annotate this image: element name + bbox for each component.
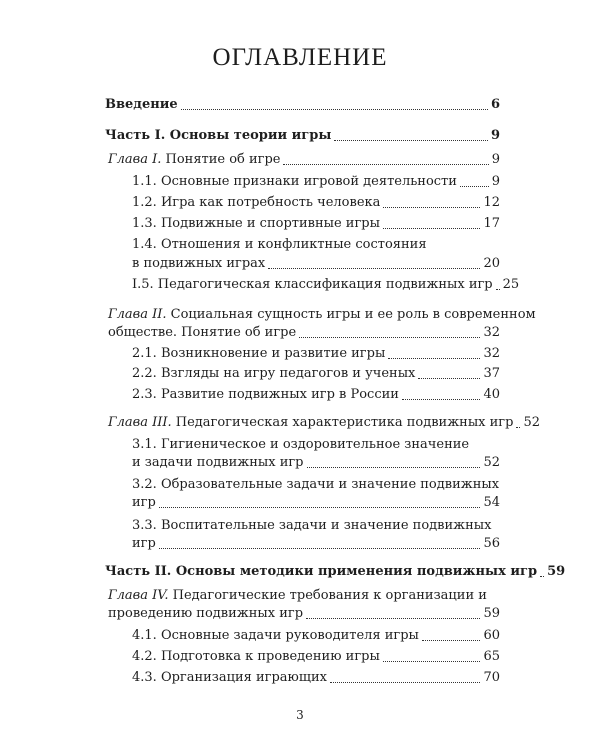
dot-leader (159, 507, 481, 508)
dot-leader (418, 378, 480, 379)
toc-entry-3-3[interactable] (132, 534, 500, 554)
toc-page-number: 59 (547, 564, 566, 579)
toc-page-number: 20 (483, 256, 500, 271)
toc-entry-label: проведению подвижных игр (108, 606, 304, 621)
toc-entry-1-2[interactable] (132, 193, 500, 213)
toc-entry-label: 4.1. Основные задачи руководителя игры (132, 628, 419, 643)
toc-entry-3-3-line1[interactable]: 3.3. Воспитательные задачи и значение подвижных (132, 518, 492, 533)
toc-entry-1-5[interactable] (132, 275, 520, 295)
toc-page-number: 37 (483, 366, 500, 381)
toc-entry-1-4[interactable] (132, 254, 500, 274)
toc-page-number: 17 (483, 216, 500, 231)
toc-entry-label: обществе. Понятие об игре (108, 325, 297, 340)
toc-entry-label: 4.2. Подготовка к проведению игры (132, 649, 380, 664)
toc-entry-label: Часть I. Основы теории игры (105, 128, 332, 143)
toc-entry-1-4-line1[interactable]: 1.4. Отношения и конфликтные состояния (132, 237, 427, 252)
toc-entry-intro[interactable] (105, 95, 500, 115)
toc-entry-label: 1.3. Подвижные и спортивные игры (132, 216, 380, 231)
page-number: 3 (296, 708, 304, 722)
toc-entry-part-2[interactable] (105, 562, 566, 582)
toc-entry-2-2[interactable] (132, 364, 500, 384)
toc-entry-label: 1.2. Игра как потребность человека (132, 195, 381, 210)
toc-entry-chapter-1[interactable] (108, 150, 500, 170)
dot-leader (330, 682, 480, 683)
toc-page-number: 52 (523, 415, 540, 430)
dot-leader (383, 661, 481, 662)
toc-page-number: 59 (483, 606, 500, 621)
toc-page-number: 52 (483, 455, 500, 470)
dot-leader (383, 207, 480, 208)
toc-page-number: 56 (483, 536, 500, 551)
toc-page-number: 65 (483, 649, 500, 664)
dot-leader (496, 289, 500, 290)
toc-page-number: 70 (483, 670, 500, 685)
toc-entry-label: 4.3. Организация играющих (132, 670, 327, 685)
toc-entry-label: Часть II. Основы методики применения подвижных игр (105, 564, 538, 579)
toc-entry-3-1[interactable] (132, 453, 500, 473)
toc-entry-1-1[interactable] (132, 172, 500, 192)
chapter-prefix: Глава I. (108, 152, 162, 167)
toc-page-number: 54 (483, 495, 500, 510)
toc-page-number: 12 (483, 195, 500, 210)
toc-entry-3-1-line1[interactable]: 3.1. Гигиеническое и оздоровительное значение (132, 437, 470, 452)
chapter-prefix: Глава II. (108, 307, 167, 322)
toc-entry-label: 2.2. Взгляды на игру педагогов и ученых (132, 366, 416, 381)
toc-entry-3-2-line1[interactable]: 3.2. Образовательные задачи и значение подвижных (132, 477, 500, 492)
toc-entry-chapter-2-line1[interactable] (108, 305, 536, 325)
dot-leader (402, 399, 481, 400)
toc-entry-label: Введение (105, 97, 178, 112)
toc-entry-4-2[interactable] (132, 647, 500, 667)
toc-entry-2-3[interactable] (132, 385, 500, 405)
toc-entry-label: 1.1. Основные признаки игровой деятельности (132, 174, 457, 189)
dot-leader (159, 548, 481, 549)
toc-page-number: 60 (483, 628, 500, 643)
toc-entry-line: Педагогические требования к организации и (168, 588, 487, 603)
dot-leader (516, 427, 520, 428)
toc-entry-label: в подвижных играх (132, 256, 266, 271)
toc-page-number: 9 (491, 174, 500, 189)
toc-entry-2-1[interactable] (132, 344, 500, 364)
dot-leader (388, 358, 480, 359)
dot-leader (383, 228, 481, 229)
dot-leader (334, 140, 488, 141)
toc-page-number: 32 (483, 325, 500, 340)
toc-entry-label: игр (132, 495, 156, 510)
toc-entry-4-3[interactable] (132, 668, 500, 688)
toc-entry-4-1[interactable] (132, 626, 500, 646)
toc-page-number: 25 (502, 277, 520, 292)
dot-leader (181, 109, 488, 110)
dot-leader (540, 576, 544, 577)
toc-entry-label: I.5. Педагогическая классификация подвижных игр (132, 277, 493, 292)
toc-entry-label: Понятие об игре (161, 152, 281, 167)
toc-entry-chapter-4-line1[interactable] (108, 586, 487, 606)
toc-entry-chapter-4[interactable] (108, 604, 500, 624)
dot-leader (283, 164, 488, 165)
dot-leader (460, 186, 489, 187)
toc-entry-chapter-2[interactable] (108, 323, 500, 343)
toc-entry-chapter-3[interactable] (108, 413, 540, 433)
dot-leader (422, 640, 481, 641)
toc-page-number: 6 (490, 97, 500, 112)
page-title: ОГЛАВЛЕНИЕ (212, 44, 388, 71)
chapter-prefix: Глава III. (108, 415, 172, 430)
toc-page-number: 9 (490, 128, 500, 143)
toc-entry-label: и задачи подвижных игр (132, 455, 304, 470)
toc-page-number: 40 (483, 387, 500, 402)
dot-leader (306, 618, 480, 619)
toc-entry-label: игр (132, 536, 156, 551)
toc-entry-3-2[interactable] (132, 493, 500, 513)
dot-leader (299, 337, 480, 338)
toc-entry-label: Педагогическая характеристика подвижных игр (171, 415, 514, 430)
toc-page-number: 9 (491, 152, 500, 167)
dot-leader (307, 467, 481, 468)
toc-entry-1-3[interactable] (132, 214, 500, 234)
chapter-prefix: Глава IV. (108, 588, 169, 603)
dot-leader (268, 268, 480, 269)
toc-entry-label: 2.1. Возникновение и развитие игры (132, 346, 386, 361)
toc-entry-line: Социальная сущность игры и ее роль в современном (166, 307, 536, 322)
toc-entry-label: 2.3. Развитие подвижных игр в России (132, 387, 399, 402)
toc-entry-part-1[interactable] (105, 126, 500, 146)
toc-page-number: 32 (483, 346, 500, 361)
